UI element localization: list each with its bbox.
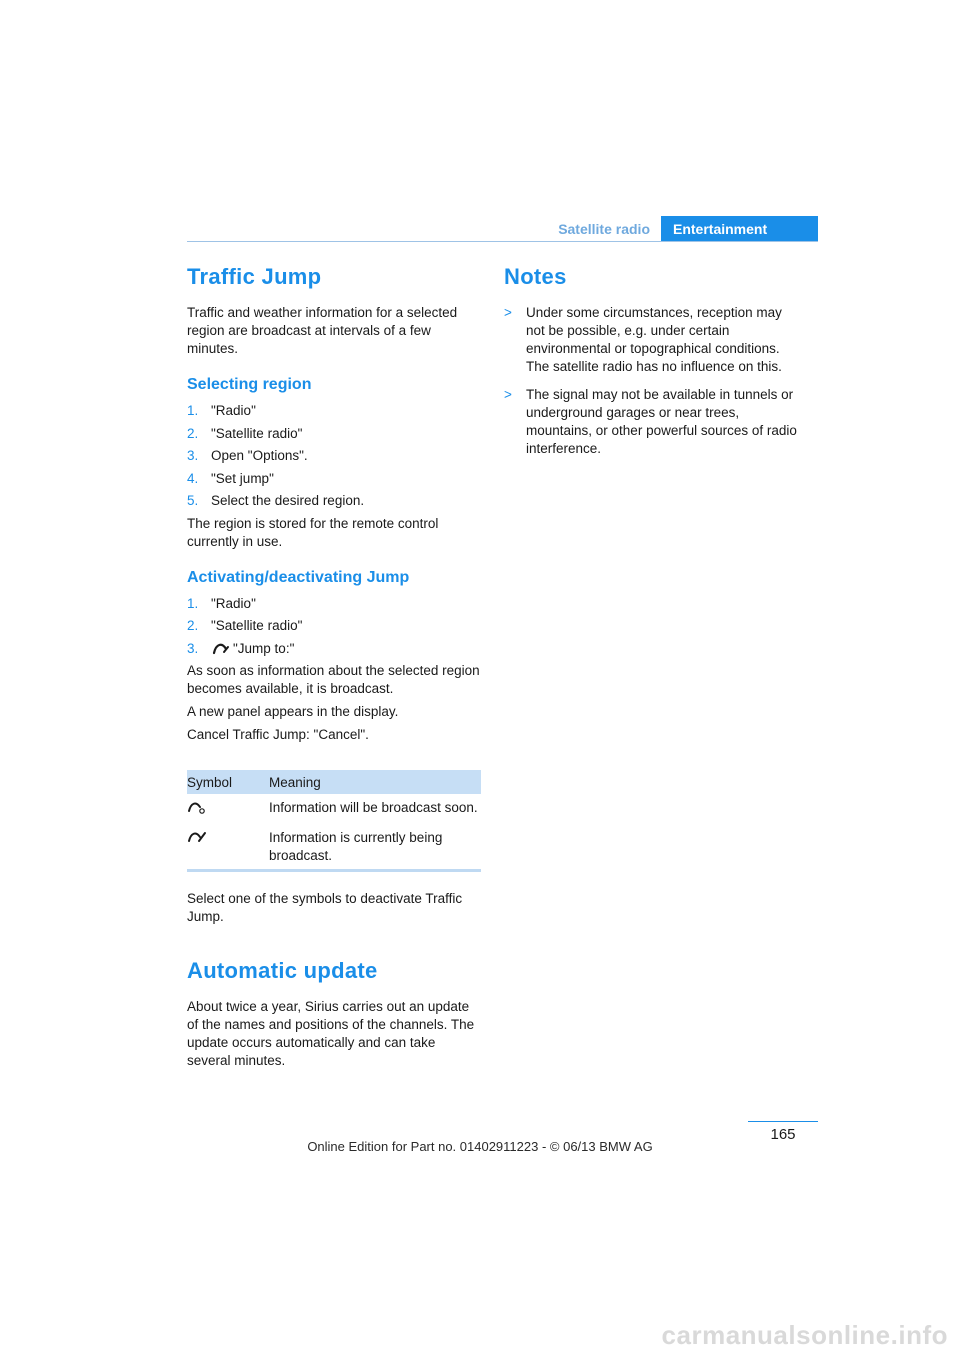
left-column xyxy=(187,262,481,1075)
traffic-jump-heading: Traffic Jump xyxy=(187,264,322,289)
step-item: 5. Select the desired region. xyxy=(187,493,365,508)
deactivate-paragraph: Select one of the symbols to deactivate Traffic Jump. xyxy=(187,891,463,924)
step-item: 1. "Radio" xyxy=(187,595,256,611)
region-stored-note: The region is stored for the remote control currently in use. xyxy=(187,515,439,549)
table-row xyxy=(187,794,481,824)
jump-to-icon xyxy=(211,641,231,655)
panel-paragraph: A new panel appears in the display. xyxy=(187,704,399,719)
meaning-column-header: Meaning xyxy=(269,770,481,794)
intro-paragraph: Traffic and weather information for a selected region are broadcast at intervals of a few minutes. xyxy=(187,305,458,356)
step-item: 3. "Jump to:" xyxy=(187,640,295,656)
cancel-paragraph: Cancel Traffic Jump: "Cancel". xyxy=(187,727,369,742)
activating-jump-heading: Activating/deactivating Jump xyxy=(187,568,410,586)
table-row xyxy=(187,824,481,871)
step-item: 1. "Radio" xyxy=(187,403,256,418)
table-header-row xyxy=(187,770,481,794)
symbol-column-header: Symbol xyxy=(187,770,269,794)
step-item: 2. "Satellite radio" xyxy=(187,425,303,441)
jump-active-icon xyxy=(187,829,209,845)
header-section-title: Satellite radio xyxy=(558,221,650,237)
meaning-cell: Information will be broadcast soon. xyxy=(269,800,478,815)
selecting-region-heading: Selecting region xyxy=(187,376,312,393)
list-item: > Under some circumstances, reception may not be possible, e.g. under certain environmental or topographical conditions. The satellite radio has no influence on this. xyxy=(504,305,782,374)
jump-pending-icon xyxy=(187,799,209,815)
header-rule xyxy=(187,241,818,242)
symbol-table xyxy=(187,770,481,872)
automatic-update-heading: Automatic update xyxy=(187,958,378,983)
meaning-cell: Information is currently being broadcast. xyxy=(269,830,443,863)
broadcast-paragraph: As soon as information about the selected region becomes available, it is broadcast. xyxy=(187,663,480,696)
step-item: 4. "Set jump" xyxy=(187,470,274,486)
notes-heading: Notes xyxy=(504,264,567,289)
step-item: 2. "Satellite radio" xyxy=(187,618,303,633)
footer-rule xyxy=(748,1121,818,1122)
right-column xyxy=(504,262,802,468)
step-item: 3. Open "Options". xyxy=(187,448,308,463)
page-number: 165 xyxy=(770,1126,796,1143)
edition-footer: Online Edition for Part no. 01402911223 - © 06/13 BMW AG xyxy=(307,1139,653,1154)
update-paragraph: About twice a year, Sirius carries out an update of the names and positions of the channels. The update occurs automatically and can take several minutes. xyxy=(187,999,475,1068)
site-watermark: carmanualsonline.info xyxy=(661,1320,948,1350)
selecting-region-steps xyxy=(187,402,481,510)
notes-list xyxy=(504,304,802,458)
header-chapter-tab: Entertainment xyxy=(661,216,818,242)
list-item: > The signal may not be available in tunnels or underground garages or near trees, mountains, or other powerful sources of radio interference. xyxy=(504,387,797,456)
activating-jump-steps xyxy=(187,595,481,658)
